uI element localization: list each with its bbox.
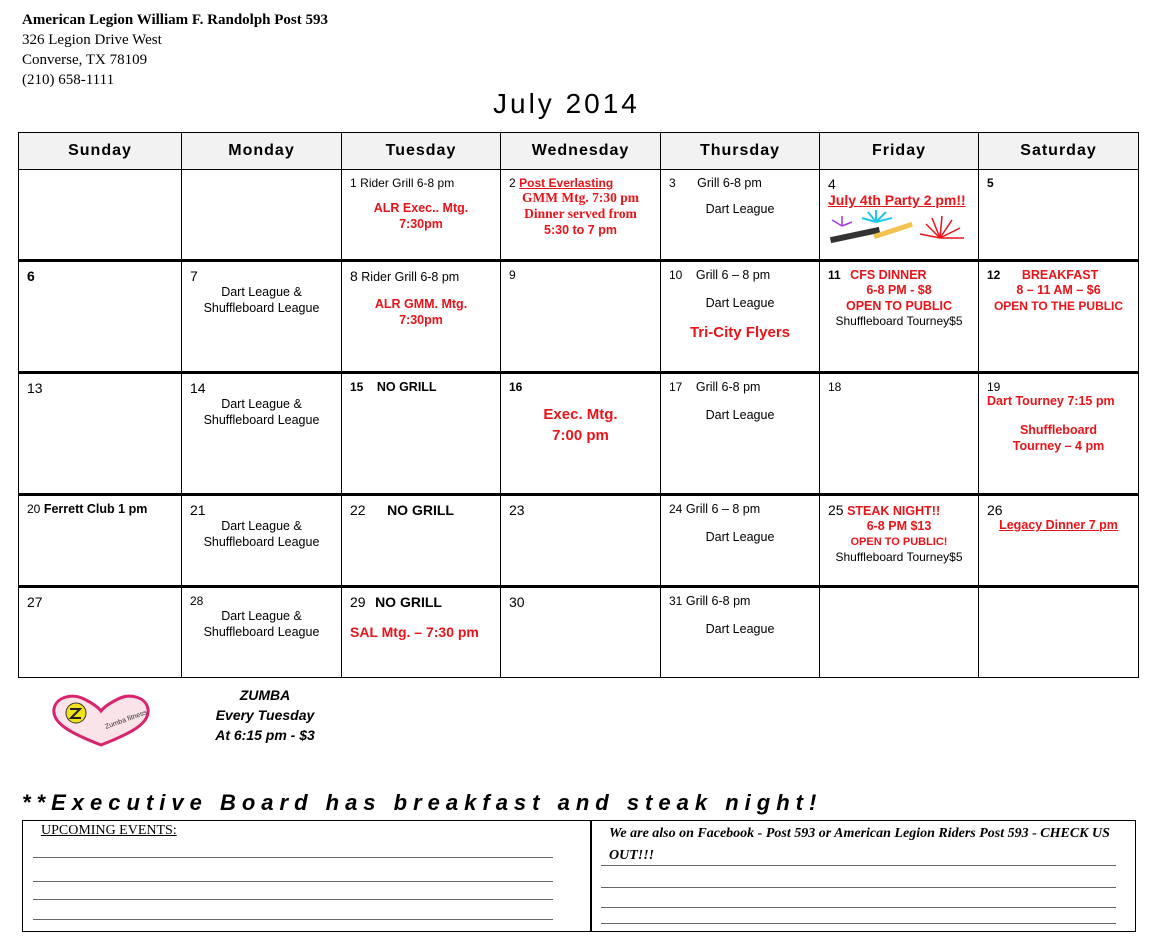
event-text: Dart League: [705, 622, 775, 636]
event-text: Tri-City Flyers: [689, 324, 791, 341]
event-text: Grill 6-8 pm: [695, 380, 761, 394]
week-row: [19, 587, 1139, 678]
weekday-monday: Monday: [182, 133, 342, 170]
event-text: GMM Mtg. 7:30 pm: [522, 190, 639, 205]
write-line: [33, 919, 553, 920]
event-text: Dart League: [705, 408, 775, 422]
week-row: [19, 170, 1139, 261]
day-number: 10: [669, 268, 683, 282]
day-number: 23: [509, 502, 525, 518]
day-cell-4: [820, 170, 979, 261]
event-text: NO GRILL: [376, 380, 437, 394]
event-text: STEAK NIGHT!!: [847, 504, 941, 518]
day-cell-8: [342, 261, 501, 373]
day-number: 24: [669, 502, 683, 516]
phone: (210) 658-1111: [22, 72, 115, 88]
event-text: Dart Tourney 7:15 pm: [987, 394, 1115, 408]
day-cell-7: [182, 261, 342, 373]
weekday-tuesday: Tuesday: [342, 133, 501, 170]
weekday-header-row: [19, 133, 1139, 170]
day-cell-14: [182, 373, 342, 495]
day-number: 31: [669, 594, 683, 608]
weekday-friday: Friday: [820, 133, 979, 170]
event-text: Dart League &: [221, 285, 302, 299]
event-text: Shuffleboard Tourney$5: [835, 550, 963, 564]
upcoming-events-box: [22, 820, 592, 932]
write-line: [601, 865, 1116, 866]
zumba-logo: [50, 693, 152, 747]
org-name: American Legion William F. Randolph Post 593: [22, 12, 329, 28]
day-cell-9: [501, 261, 661, 373]
event-text: Shuffleboard: [1019, 423, 1098, 437]
event-text: Shuffleboard League: [203, 413, 320, 427]
zumba-note: [200, 685, 330, 745]
event-text: 6-8 PM $13: [866, 519, 932, 533]
fireworks-clipart: [828, 210, 968, 246]
weekday-thursday: Thursday: [661, 133, 820, 170]
event-text: OPEN TO PUBLIC: [845, 299, 953, 313]
event-text: July 4th Party 2 pm!!: [828, 192, 966, 208]
address: 326 Legion Drive West: [22, 32, 162, 48]
day-number: 4: [828, 176, 836, 192]
zumba-title: ZUMBA: [239, 687, 291, 703]
week-row: [19, 261, 1139, 373]
event-text: NO GRILL: [375, 594, 442, 610]
day-number: 13: [27, 380, 43, 396]
day-cell-empty: [979, 587, 1139, 678]
event-text: OPEN TO PUBLIC!: [850, 536, 948, 548]
facebook-box: [590, 820, 1136, 932]
event-text: Rider Grill 6-8 pm: [360, 176, 455, 190]
day-number: 14: [190, 380, 206, 396]
day-cell-3: [661, 170, 820, 261]
day-cell-2: [501, 170, 661, 261]
day-cell-15: [342, 373, 501, 495]
event-text: Grill 6 – 8 pm: [695, 268, 771, 282]
day-number: 5: [987, 176, 994, 190]
event-text: Dart League &: [221, 609, 302, 623]
day-number: 6: [27, 268, 35, 284]
day-number: 3: [669, 176, 676, 190]
event-text: Grill 6 – 8 pm: [685, 502, 761, 516]
write-line: [601, 907, 1116, 908]
day-cell-empty: [182, 170, 342, 261]
day-number: 26: [987, 502, 1003, 518]
day-cell-27: [19, 587, 182, 678]
day-cell-31: [661, 587, 820, 678]
day-cell-26: [979, 495, 1139, 587]
upcoming-events-title: UPCOMING EVENTS:: [41, 823, 177, 838]
day-number: 1: [350, 176, 357, 190]
event-text: Dinner served from: [524, 206, 637, 221]
day-number: 21: [190, 502, 206, 518]
event-text: Post Everlasting: [519, 176, 614, 190]
write-line: [601, 923, 1116, 924]
event-text: 8 – 11 AM – $6: [1016, 283, 1101, 297]
day-cell-20: [19, 495, 182, 587]
event-text: Dart League &: [221, 397, 302, 411]
weekday-saturday: Saturday: [979, 133, 1139, 170]
event-text: Dart League: [705, 296, 775, 310]
event-text: Ferrett Club 1 pm: [43, 502, 148, 516]
day-cell-29: [342, 587, 501, 678]
day-number: 28: [190, 594, 204, 608]
weekday-wednesday: Wednesday: [501, 133, 661, 170]
day-number: 30: [509, 594, 525, 610]
day-cell-28: [182, 587, 342, 678]
event-text: SAL Mtg. – 7:30 pm: [350, 624, 479, 640]
event-text: CFS DINNER: [850, 268, 927, 282]
event-text: Tourney – 4 pm: [1012, 439, 1105, 453]
event-text: Shuffleboard League: [203, 535, 320, 549]
weekday-sunday: Sunday: [19, 133, 182, 170]
day-cell-18: [820, 373, 979, 495]
day-number: 17: [669, 380, 683, 394]
event-text: OPEN TO THE PUBLIC: [993, 299, 1124, 313]
event-text: Dart League: [705, 530, 775, 544]
day-cell-empty: [19, 170, 182, 261]
event-text: NO GRILL: [387, 502, 454, 518]
day-number: 7: [190, 268, 198, 284]
day-cell-30: [501, 587, 661, 678]
day-number: 22: [350, 502, 366, 518]
month-title: July 2014: [493, 88, 640, 119]
day-cell-19: [979, 373, 1139, 495]
svg-text:Zumba fitness: Zumba fitness: [104, 709, 149, 731]
write-line: [33, 857, 553, 858]
day-number: 15: [350, 380, 364, 394]
city: Converse, TX 78109: [22, 52, 148, 68]
day-cell-5: [979, 170, 1139, 261]
day-cell-empty: [820, 587, 979, 678]
day-cell-1: [342, 170, 501, 261]
write-line: [601, 887, 1116, 888]
day-number: 29: [350, 594, 366, 610]
event-text: 7:00 pm: [552, 427, 609, 444]
day-number: 19: [987, 380, 1001, 394]
day-number: 12: [987, 268, 1001, 282]
event-text: Grill 6-8 pm: [685, 594, 751, 608]
event-text: Rider Grill 6-8 pm: [361, 270, 460, 284]
day-cell-6: [19, 261, 182, 373]
zumba-time: At 6:15 pm - $3: [215, 727, 315, 743]
post-header: [22, 10, 328, 90]
day-cell-10: [661, 261, 820, 373]
day-cell-12: [979, 261, 1139, 373]
day-cell-23: [501, 495, 661, 587]
day-number: 9: [509, 268, 516, 282]
event-text: 7:30pm: [399, 217, 443, 231]
event-text: Exec. Mtg.: [543, 406, 618, 423]
day-cell-22: [342, 495, 501, 587]
day-number: 25: [828, 502, 844, 518]
event-text: Shuffleboard Tourney$5: [835, 314, 963, 328]
week-row: [19, 495, 1139, 587]
write-line: [33, 899, 553, 900]
week-row: [19, 373, 1139, 495]
zumba-day: Every Tuesday: [215, 707, 315, 723]
event-text: Shuffleboard League: [203, 625, 320, 639]
event-text: 7:30pm: [399, 313, 443, 327]
executive-board-note: **Executive Board has breakfast and steak night!: [22, 790, 823, 815]
calendar-grid: [18, 132, 1139, 678]
day-number: 2: [509, 176, 516, 190]
event-text: ALR GMM. Mtg.: [374, 297, 468, 311]
event-text: ALR Exec.. Mtg.: [373, 201, 469, 215]
event-text: Shuffleboard League: [203, 301, 320, 315]
day-cell-17: [661, 373, 820, 495]
event-text: Dart League &: [221, 519, 302, 533]
day-number: 27: [27, 594, 43, 610]
event-text: 5:30 to 7 pm: [544, 223, 617, 237]
day-cell-16: [501, 373, 661, 495]
event-text: BREAKFAST: [1021, 268, 1099, 282]
day-cell-13: [19, 373, 182, 495]
day-number: 18: [828, 380, 842, 394]
event-text: Grill 6-8 pm: [697, 176, 762, 190]
day-cell-21: [182, 495, 342, 587]
day-cell-24: [661, 495, 820, 587]
event-text: Dart League: [705, 202, 775, 216]
day-cell-11: [820, 261, 979, 373]
day-cell-25: [820, 495, 979, 587]
write-line: [33, 881, 553, 882]
event-text: 6-8 PM - $8: [866, 283, 932, 297]
day-number: 8: [350, 268, 358, 284]
day-number: 20: [27, 502, 41, 516]
day-number: 16: [509, 380, 523, 394]
event-text: Legacy Dinner 7 pm: [999, 518, 1118, 532]
facebook-note: We are also on Facebook - Post 593 or American Legion Riders Post 593 - CHECK US OUT!!!: [609, 826, 1110, 863]
day-number: 11: [828, 268, 841, 282]
